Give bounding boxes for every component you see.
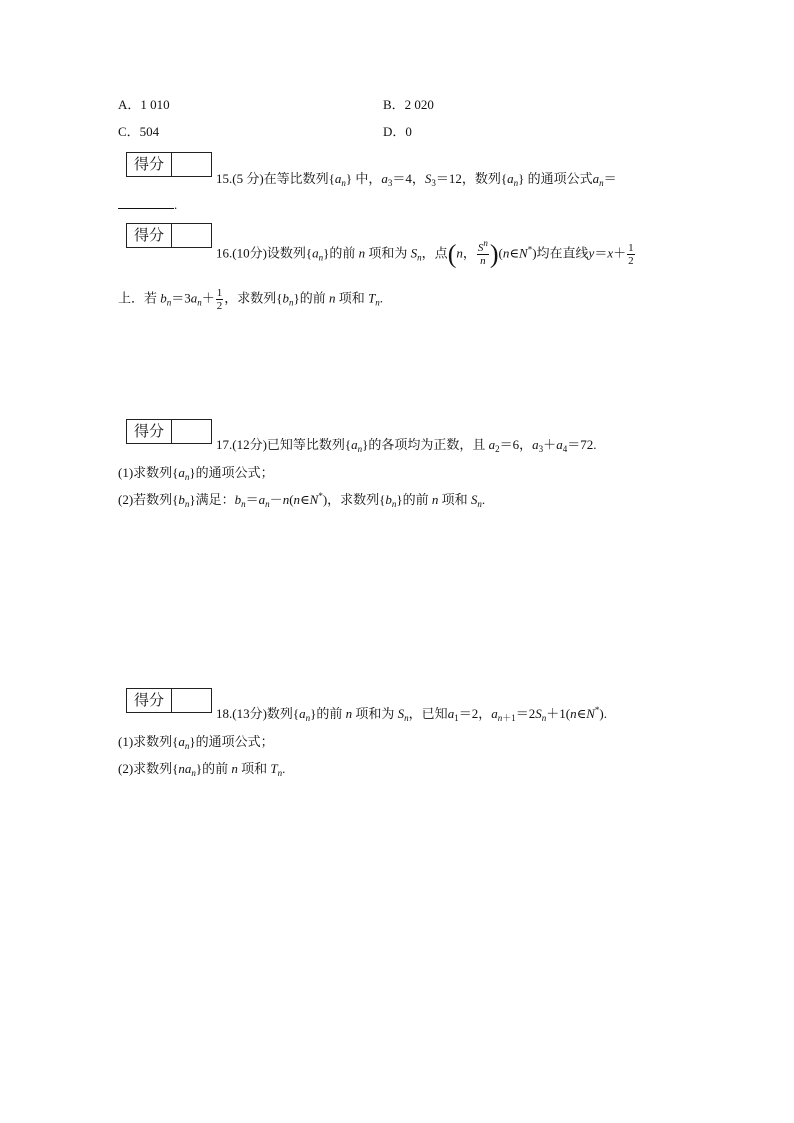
question-18: 18.(13分)数列$\{a_n\}$的前 n 项和为 $S_n$，已知$a_1=2$，$a_{n+1}=2S_n+1(n\in N^*)$. <box>216 705 607 723</box>
question-17: 17.(12分)已知等比数列$\{a_n\}$的各项均为正数，且 $a_2=6$，$a_3+a_4=72$. <box>216 437 597 454</box>
question-16: 16.(10分)设数列$\{a_n\}$的前 n 项和为 $S_n$，点(n， $\frac{S^n}{n}$ )(n∈N*)均在直线y＝x＋ $\frac{1}{2}$ <box>216 238 634 269</box>
score-box-q18 <box>126 688 212 713</box>
question-15-answer-blank[interactable]: . <box>118 197 177 213</box>
question-18-part-1: (1)求数列$\{a_n\}$的通项公式； <box>118 734 274 751</box>
score-cell[interactable] <box>172 224 211 247</box>
score-label: 得分 <box>127 420 172 443</box>
choice-b: B．2 020 <box>383 97 434 112</box>
score-label: 得分 <box>127 153 172 176</box>
question-15: 15.(5 分)在等比数列$\{a_n\}$ 中，$a_3=4$，$S_3=12$，数列$\{a_n\}$ 的通项公式$a_n=$ <box>216 171 617 188</box>
choice-c: C．504 <box>118 124 160 139</box>
choice-d: D．0 <box>383 124 412 139</box>
question-17-part-2: (2)若数列$\{b_n\}$满足：$b_n=a_n-n(n\in N^*)$，求数列$\{b_n\}$的前 n 项和 $S_n$. <box>118 491 486 509</box>
question-17-part-1: (1)求数列$\{a_n\}$的通项公式； <box>118 465 274 482</box>
question-16-line-2: 上．若 $b_n=3a_n+$ $\frac{1}{2}$ ，求数列$\{b_n\}$的前 n 项和 $T_n$. <box>118 287 384 312</box>
score-label: 得分 <box>127 689 172 712</box>
question-18-part-2: (2)求数列$\{na_n\}$的前 n 项和 $T_n$. <box>118 761 286 778</box>
score-cell[interactable] <box>172 689 211 712</box>
score-box-q17 <box>126 419 212 444</box>
choice-a: A．1 010 <box>118 97 170 112</box>
score-label: 得分 <box>127 224 172 247</box>
score-box-q16 <box>126 223 212 248</box>
score-box-q15 <box>126 152 212 177</box>
answer-blank[interactable] <box>118 198 174 209</box>
score-cell[interactable] <box>172 420 211 443</box>
score-cell[interactable] <box>172 153 211 176</box>
